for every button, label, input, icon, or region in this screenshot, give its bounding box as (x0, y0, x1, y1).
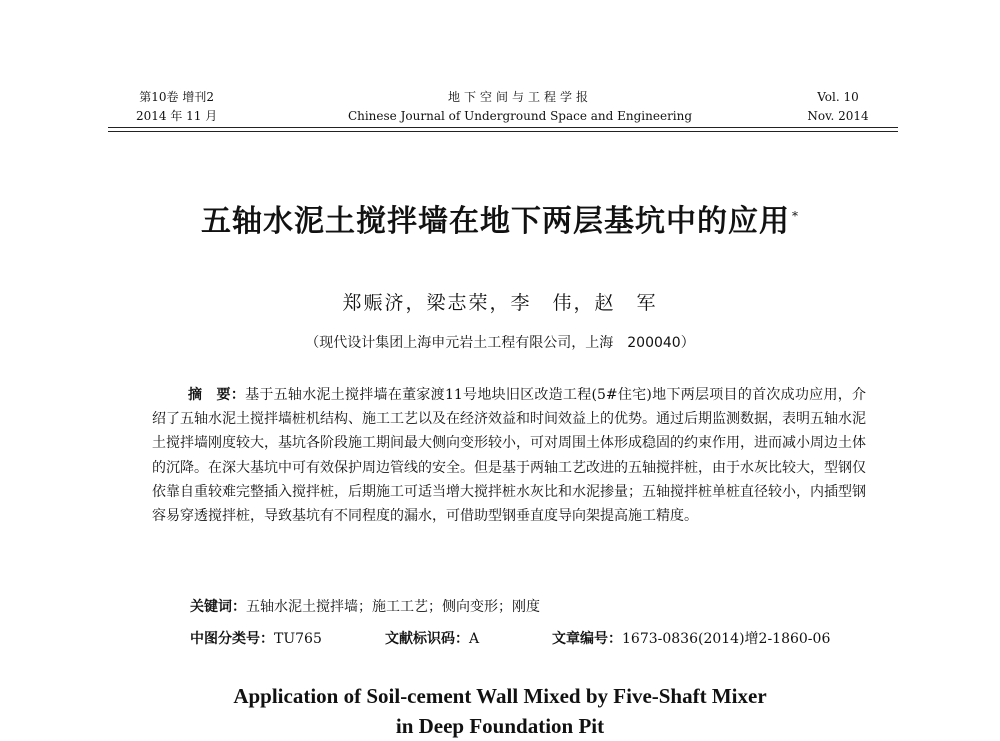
article-title-en (0, 681, 1000, 741)
journal-name-en: Chinese Journal of Underground Space and Engineering (347, 109, 693, 123)
header-volume-en (800, 88, 876, 126)
header-rule-thick (108, 127, 898, 128)
title-text: 五轴水泥土搅拌墙在地下两层基坑中的应用 (201, 204, 790, 239)
title-en-line1: Application of Soil-cement Wall Mixed by Five-Shaft Mixer (233, 684, 767, 708)
header-journal (340, 88, 700, 126)
doc-code-value: A (469, 631, 480, 647)
article-no-label: 文章编号： (552, 631, 622, 647)
date-cn: 2014 年 11 月 (136, 109, 218, 123)
abstract (152, 383, 866, 528)
date-en: Nov. 2014 (807, 109, 869, 123)
clc-value: TU765 (274, 631, 322, 647)
abstract-text: 基于五轴水泥土搅拌墙在董家渡11号地块旧区改造工程(5#住宅)地下两层项目的首次成功应用，介绍了五轴水泥土搅拌墙桩机结构、施工工艺以及在经济效益和时间效益上的优势。通过后期监测数据，表明五轴水泥土搅拌墙刚度较大，基坑各阶段施工期间最大侧向变形较小，可对周围土体形成稳固的约束作用，进而减小周边土体的沉降。在深大基坑中可有效保护周边管线的安全。但是基于两轴工艺改进的五轴搅拌桩，由于水灰比较大，型钢仅依靠自重较难完整插入搅拌桩，后期施工可适当增大搅拌桩水灰比和水泥掺量；五轴搅拌桩单桩直径较小，内插型钢容易穿透搅拌桩，导致基坑有不同程度的漏水，可借助型钢垂直度导向架提高施工精度。 (152, 387, 867, 525)
header-volume-info (136, 88, 217, 126)
clc-label: 中图分类号： (190, 631, 274, 647)
header-rule-thin (108, 131, 898, 132)
article-title-cn (0, 196, 1000, 240)
abstract-label: 摘 要： (188, 387, 246, 403)
title-footnote-mark: * (792, 209, 799, 223)
article-number (552, 628, 830, 648)
journal-name-cn: 地下空间与工程学报 (447, 90, 592, 104)
vol-en: Vol. 10 (817, 90, 859, 104)
article-no-value: 1673-0836(2014)增2-1860-06 (622, 631, 831, 647)
keywords-label: 关键词： (190, 599, 246, 615)
doc-code-label: 文献标识码： (385, 631, 469, 647)
document-code (385, 628, 479, 648)
keywords-text: 五轴水泥土搅拌墙；施工工艺；侧向变形；刚度 (246, 599, 540, 615)
title-en-line2: in Deep Foundation Pit (395, 714, 605, 738)
keywords (190, 596, 540, 616)
volume-issue-cn: 第10卷 增刊2 (139, 90, 214, 104)
author-list: 郑赈济，梁志荣，李 伟，赵 军 (342, 292, 658, 314)
affiliation: （现代设计集团上海申元岩土工程有限公司，上海 200040） (305, 335, 695, 351)
clc-number (190, 628, 322, 648)
